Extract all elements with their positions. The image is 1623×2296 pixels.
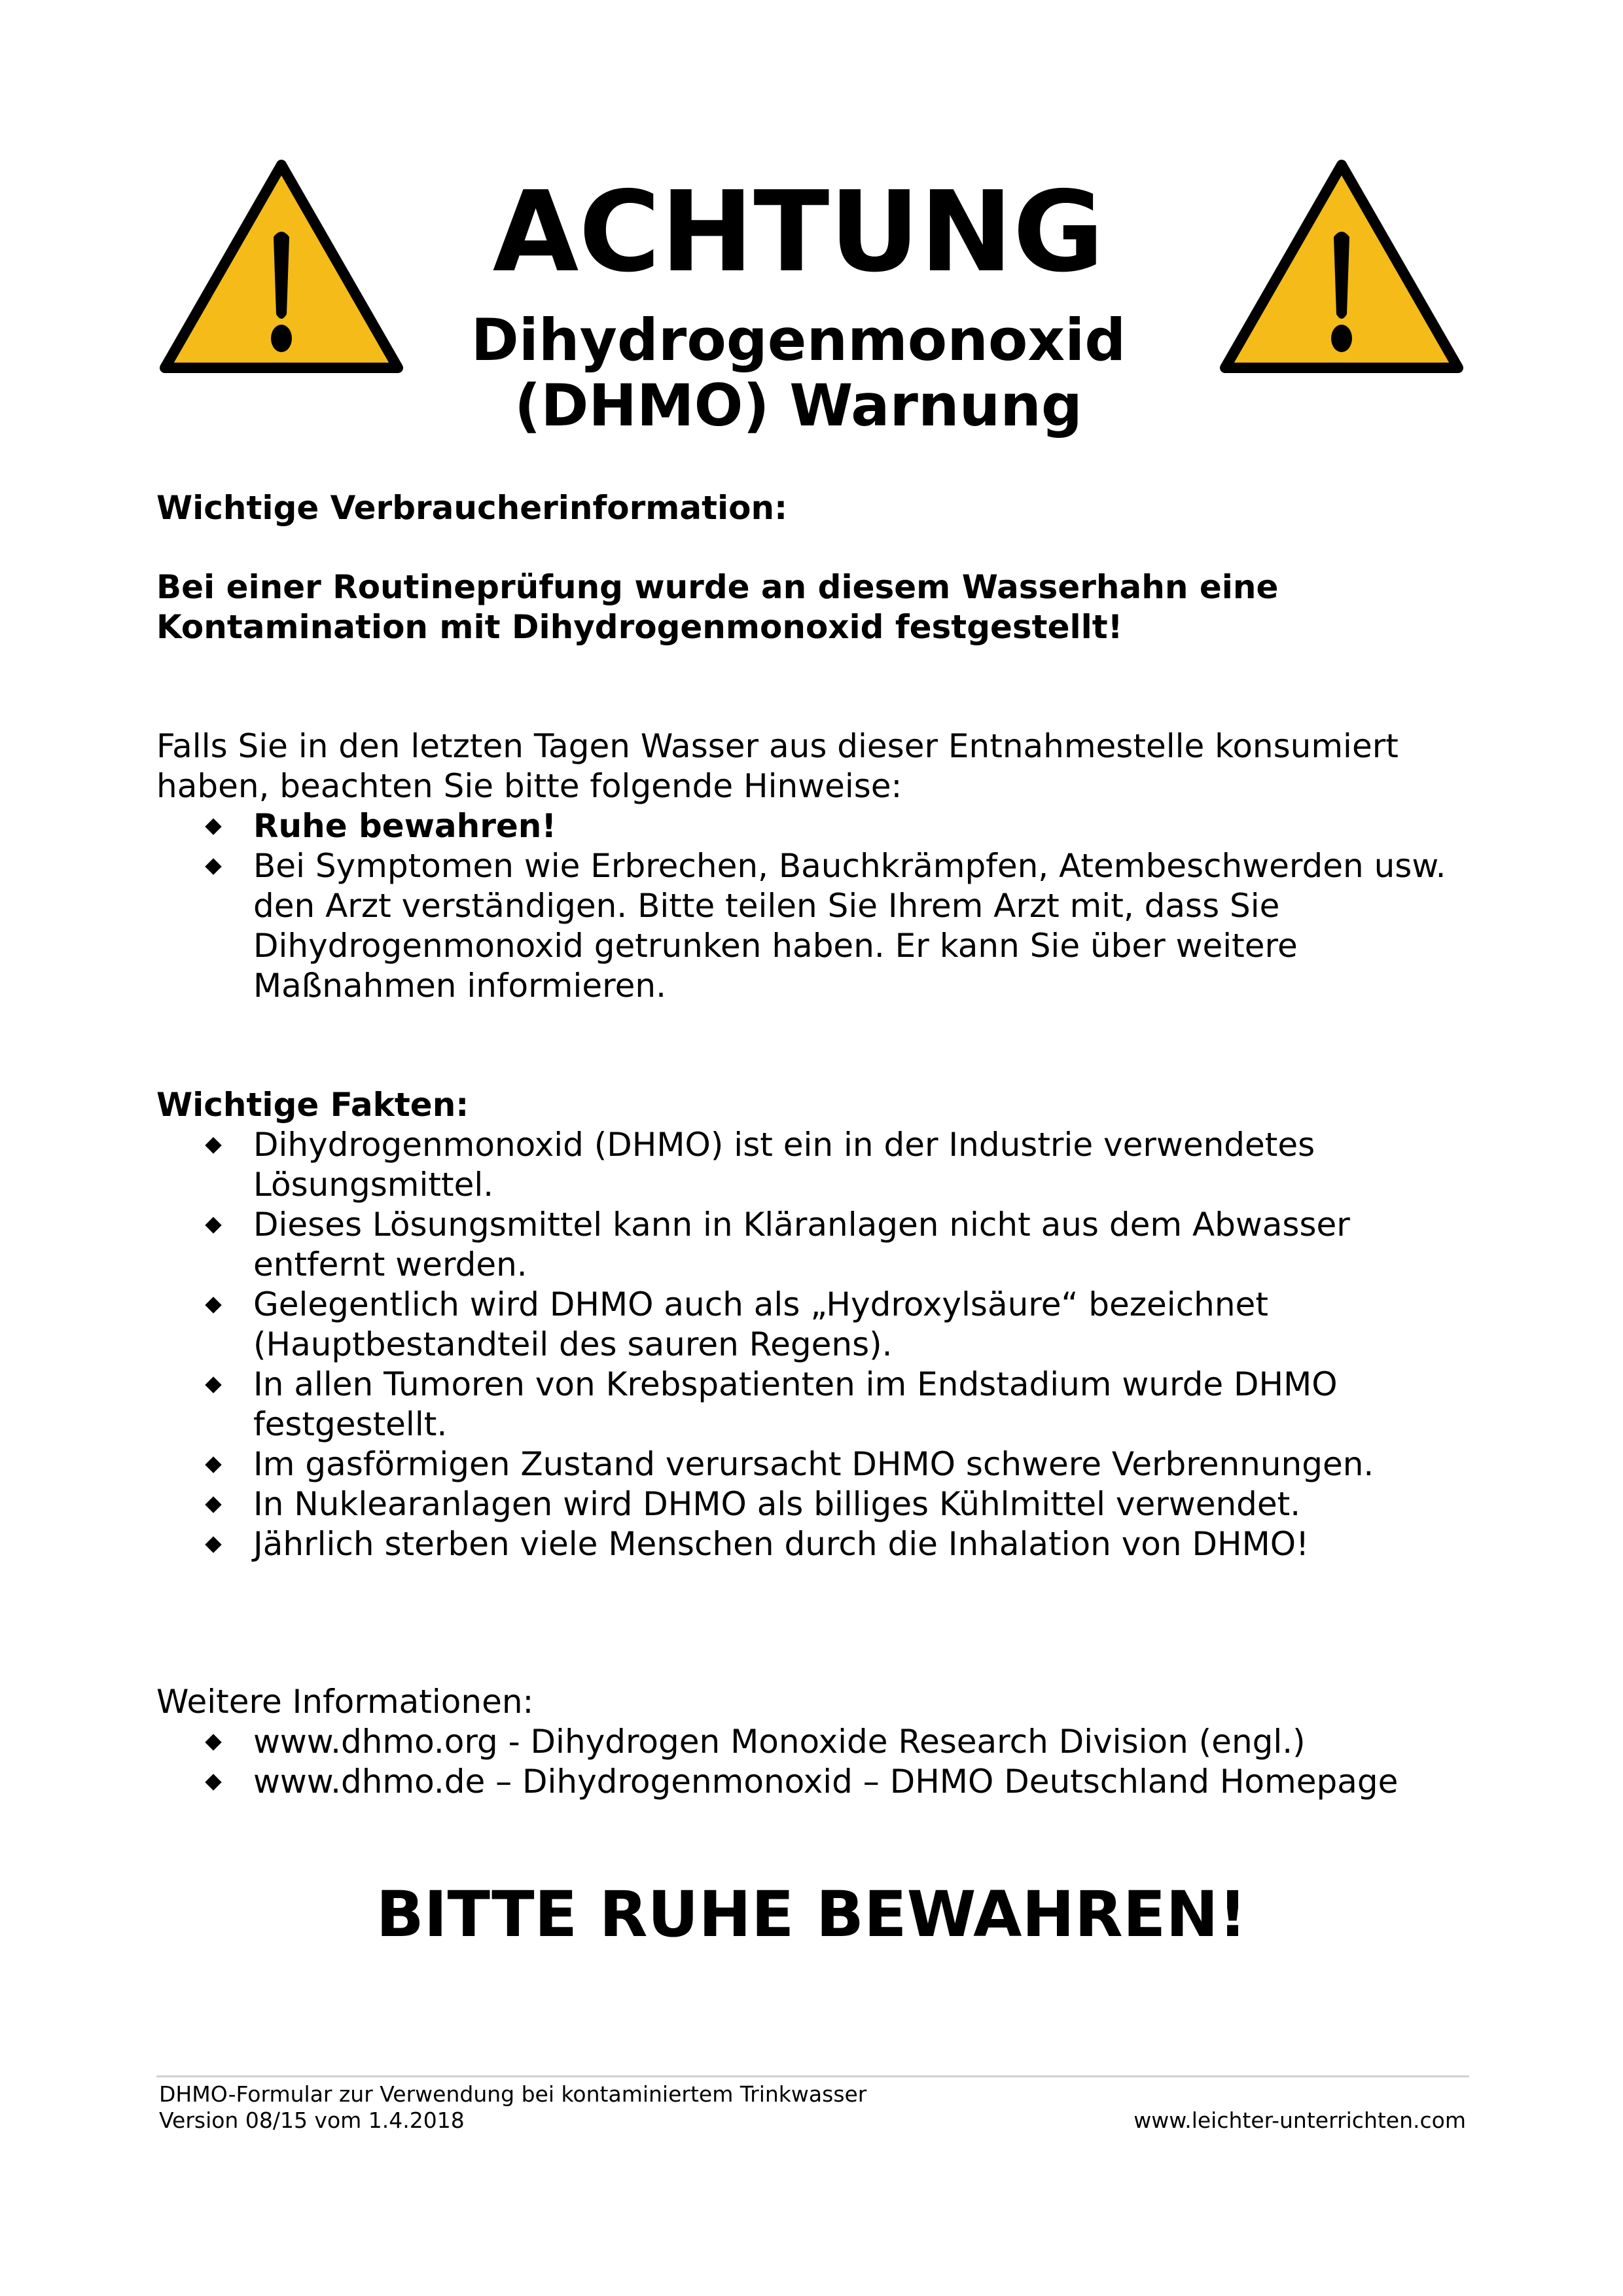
- footer-form-name: DHMO-Formular zur Verwendung bei kontaminiertem Trinkwasser: [159, 2081, 867, 2107]
- facts-list: [156, 1125, 1478, 1564]
- page-subtitle: [0, 308, 1610, 439]
- facts-section: [156, 1085, 1478, 1564]
- list-item: [156, 1285, 1478, 1365]
- bullet-diamond-icon: [205, 1376, 221, 1393]
- list-item-text: Dihydrogenmonoxid (DHMO) ist ein in der Industrie verwendetes Lösungsmittel.: [253, 1126, 1315, 1204]
- bullet-diamond-icon: [205, 1217, 221, 1233]
- more-info-heading: Weitere Informationen:: [156, 1683, 534, 1721]
- list-item: [156, 1444, 1478, 1484]
- bullet-diamond-icon: [205, 858, 221, 874]
- footer-version: Version 08/15 vom 1.4.2018: [159, 2108, 465, 2133]
- list-item-text: Ruhe bewahren!: [253, 807, 557, 845]
- list-item: [156, 846, 1478, 1006]
- footer-divider: [156, 2075, 1469, 2077]
- link-item[interactable]: [156, 1762, 1478, 1802]
- subtitle-line-2: (DHMO) Warnung: [514, 372, 1082, 439]
- list-item: [156, 1365, 1478, 1444]
- instructions-list: [156, 806, 1478, 1006]
- facts-heading: Wichtige Fakten:: [156, 1086, 469, 1124]
- list-item-text: Jährlich sterben viele Menschen durch die Inhalation von DHMO!: [253, 1525, 1310, 1563]
- link-item[interactable]: [156, 1722, 1478, 1762]
- bullet-diamond-icon: [205, 1456, 221, 1473]
- list-item: [156, 806, 1478, 846]
- bullet-diamond-icon: [205, 1536, 221, 1552]
- instructions-intro: Falls Sie in den letzten Tagen Wasser aus dieser Entnahmestelle konsumiert haben, beachten Sie bitte folgende Hinweise:: [156, 727, 1399, 805]
- footer-website[interactable]: www.leichter-unterrichten.com: [1133, 2108, 1466, 2133]
- bullet-diamond-icon: [205, 1297, 221, 1313]
- bullet-diamond-icon: [205, 1137, 221, 1153]
- more-info-section: [156, 1682, 1478, 1802]
- list-item: [156, 1484, 1478, 1524]
- list-item-text: In allen Tumoren von Krebspatienten im Endstadium wurde DHMO festgestellt.: [253, 1365, 1338, 1443]
- instructions-section: [156, 726, 1478, 1006]
- contamination-alert: Bei einer Routineprüfung wurde an diesem Wasserhahn eine Kontamination mit Dihydrogenmonoxid festgestellt!: [156, 568, 1279, 646]
- list-item-text: Im gasförmigen Zustand verursacht DHMO schwere Verbrennungen.: [253, 1445, 1374, 1483]
- list-item-text: Gelegentlich wird DHMO auch als „Hydroxylsäure“ bezeichnet (Hauptbestandteil des sauren Regens).: [253, 1285, 1268, 1363]
- consumer-info-heading: Wichtige Verbraucherinformation:: [156, 489, 788, 527]
- list-item-text: Bei Symptomen wie Erbrechen, Bauchkrämpfen, Atembeschwerden usw. den Arzt verständigen. Bitte teilen Sie Ihrem Arzt mit, dass Sie Dihydrogenmonoxid getrunken haben. Er kann Sie über weitere Maßnahmen informieren.: [253, 847, 1446, 1005]
- list-item-text: In Nuklearanlagen wird DHMO als billiges Kühlmittel verwendet.: [253, 1485, 1301, 1523]
- list-item: [156, 1205, 1478, 1285]
- bullet-diamond-icon: [205, 818, 221, 834]
- list-item-text: Dieses Lösungsmittel kann in Kläranlagen nicht aus dem Abwasser entfernt werden.: [253, 1206, 1350, 1283]
- page-title: ACHTUNG: [492, 168, 1105, 297]
- bullet-diamond-icon: [205, 1734, 221, 1750]
- list-item: [156, 1524, 1478, 1564]
- more-info-list: [156, 1722, 1478, 1802]
- bullet-diamond-icon: [205, 1496, 221, 1513]
- list-item: [156, 1125, 1478, 1205]
- closing-message: BITTE RUHE BEWAHREN!: [376, 1878, 1247, 1951]
- subtitle-line-1: Dihydrogenmonoxid: [471, 306, 1126, 374]
- bullet-diamond-icon: [205, 1774, 221, 1790]
- link-text[interactable]: www.dhmo.de – Dihydrogenmonoxid – DHMO Deutschland Homepage: [253, 1763, 1399, 1801]
- link-text[interactable]: www.dhmo.org - Dihydrogen Monoxide Research Division (engl.): [253, 1723, 1306, 1761]
